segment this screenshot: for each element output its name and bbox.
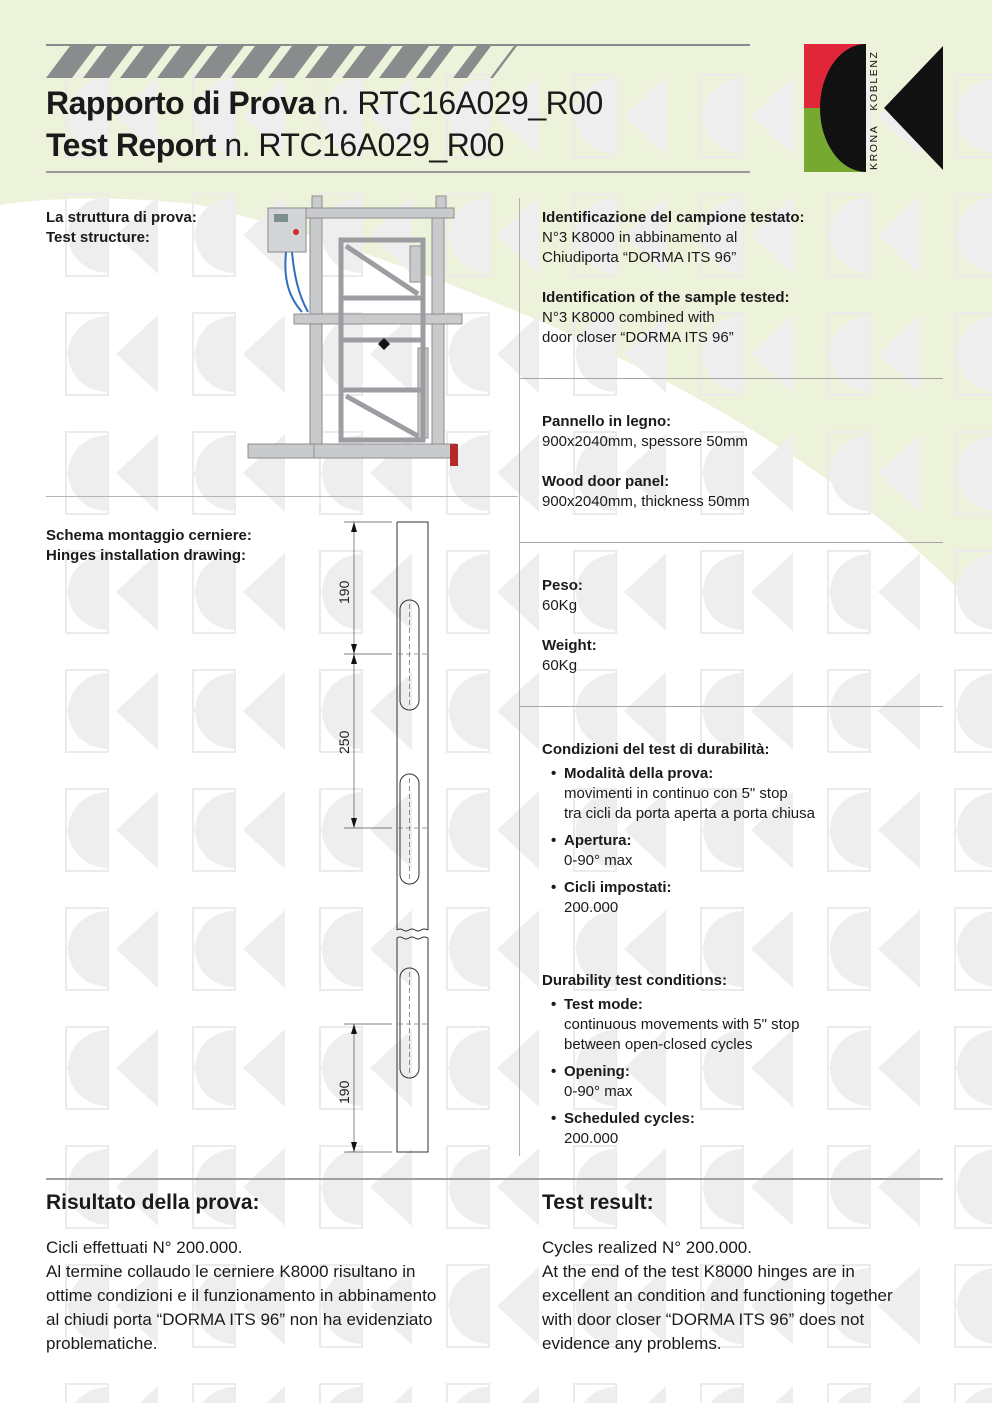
result-it-text: Cicli effettuati N° 200.000. Al termine collaudo le cerniere K8000 risultano in ottime condizioni e il funzionamento in abbinamento al chiudi porta “DORMA ITS 96” non ha evidenziato problematiche. (46, 1238, 437, 1353)
title-bottom-rule (46, 171, 750, 173)
watermark-tile (955, 908, 992, 990)
watermark-tile (701, 551, 793, 633)
panel-bottom-rule (520, 542, 943, 543)
title-english: Test Report n. RTC16A029_R00 (46, 127, 504, 163)
watermark-tile (955, 1027, 992, 1109)
hatch-stripe (453, 46, 491, 78)
watermark-tile (193, 670, 285, 752)
watermark-tile (955, 313, 992, 395)
watermark-tile (955, 432, 992, 514)
watermark-tile (955, 670, 992, 752)
header-hatch-bar (46, 44, 750, 78)
dimension-middle: 250 (336, 730, 352, 754)
watermark-tile (66, 313, 158, 395)
watermark-tile (701, 75, 793, 157)
watermark-tile (447, 1027, 539, 1109)
watermark-tile (828, 194, 920, 276)
watermark-tile (66, 1384, 158, 1403)
door-break-bottom (397, 937, 428, 939)
watermark-tile (955, 75, 992, 157)
structure-label: La struttura di prova: Test structure: (46, 209, 197, 246)
watermark-tile (955, 1384, 992, 1403)
list-item: • Apertura: 0-90° max (564, 831, 942, 871)
drawing-label: Schema montaggio cerniere: Hinges installation drawing: (46, 527, 252, 564)
dimension-top: 190 (336, 580, 352, 604)
door-edge-lower (397, 938, 428, 1152)
list-item: • Scheduled cycles: 200.000 (564, 1109, 942, 1149)
column-divider (519, 198, 520, 1156)
watermark-tile (574, 1384, 666, 1403)
watermark-tile (66, 908, 158, 990)
list-item: • Modalità della prova: movimenti in continuo con 5" stop tra cicli da porta aperta a porta chiusa (564, 764, 942, 824)
watermark-tile (193, 1027, 285, 1109)
watermark-tile (320, 1384, 412, 1403)
watermark-tile (66, 1027, 158, 1109)
door-break-top (397, 929, 428, 931)
logo-text: KRONAKOBLENZ (868, 50, 880, 170)
list-item: • Test mode: continuous movements with 5" stop between open-closed cycles (564, 995, 942, 1055)
list-item: • Cicli impostati: 200.000 (564, 878, 942, 918)
structure-bottom-rule (46, 496, 518, 497)
test-structure-photo (246, 194, 472, 470)
watermark-tile (66, 789, 158, 871)
wood-panel-info: Pannello in legno: 900x2040mm, spessore 50mm Wood door panel: 900x2040mm, thickness 50mm (542, 413, 750, 510)
watermark-tile (447, 908, 539, 990)
page-title (46, 82, 603, 166)
watermark-tile (828, 551, 920, 633)
result-english: Test result: Cycles realized N° 200.000. At the end of the test K8000 hinges are in excellent an condition and functioning together with door closer “DORMA ITS 96” does not evidence any problems. (542, 1190, 982, 1356)
watermark-tile (828, 432, 920, 514)
krona-koblenz-logo (804, 44, 944, 172)
result-italian: Risultato della prova: Cicli effettuati N° 200.000. Al termine collaudo le cerniere K8000 risultano in ottime condizioni e il funzionamento in abbinamento al chiudi porta “DORMA ITS 96” non ha evidenziato problematiche. (46, 1190, 506, 1356)
watermark-tile (66, 670, 158, 752)
dimension-bottom: 190 (336, 1080, 352, 1104)
watermark-tile (701, 1384, 793, 1403)
weight-info: Peso: 60Kg Weight: 60Kg (542, 577, 597, 674)
title-italian: Rapporto di Prova n. RTC16A029_R00 (46, 85, 603, 121)
durability-conditions-english: Durability test conditions: • Test mode: continuous movements with 5" stop between open-closed cycles • Opening: 0-90° max • Scheduled cycles: 200.000 (542, 971, 942, 1156)
watermark-tile (447, 1384, 539, 1403)
watermark-tile (447, 670, 539, 752)
watermark-tile (447, 789, 539, 871)
watermark-tile (955, 194, 992, 276)
hatch-stripe (490, 46, 517, 78)
conditions-it-list (542, 764, 942, 918)
weight-bottom-rule (520, 706, 943, 707)
watermark-tile (66, 432, 158, 514)
watermark-tile (447, 551, 539, 633)
list-item: • Opening: 0-90° max (564, 1062, 942, 1102)
watermark-tile (955, 551, 992, 633)
watermark-tile (193, 1384, 285, 1403)
watermark-tile (193, 908, 285, 990)
sample-identification: Identificazione del campione testato: N°3 K8000 in abbinamento al Chiudiporta “DORMA ITS 96” Identification of the sample tested: N°3 K8000 combined with door closer “DORMA ITS 96” (542, 209, 805, 346)
watermark-tile (193, 789, 285, 871)
results-top-rule (46, 1178, 943, 1180)
result-en-text: Cycles realized N° 200.000. At the end of the test K8000 hinges are in excellent an condition and functioning together with door closer “DORMA ITS 96” does not evidence any problems. (542, 1238, 893, 1353)
watermark-tile (828, 1384, 920, 1403)
watermark-tile (955, 789, 992, 871)
door-edge-upper (397, 522, 428, 930)
sample-bottom-rule (520, 378, 943, 379)
durability-conditions-italian: Condizioni del test di durabilità: • Modalità della prova: movimenti in continuo con 5" stop tra cicli da porta aperta a porta chiusa • Apertura: 0-90° max • Cicli impostati: 200.000 (542, 740, 942, 925)
conditions-en-list (542, 995, 942, 1149)
watermark-tile (828, 313, 920, 395)
hinges-installation-drawing (330, 518, 450, 1158)
